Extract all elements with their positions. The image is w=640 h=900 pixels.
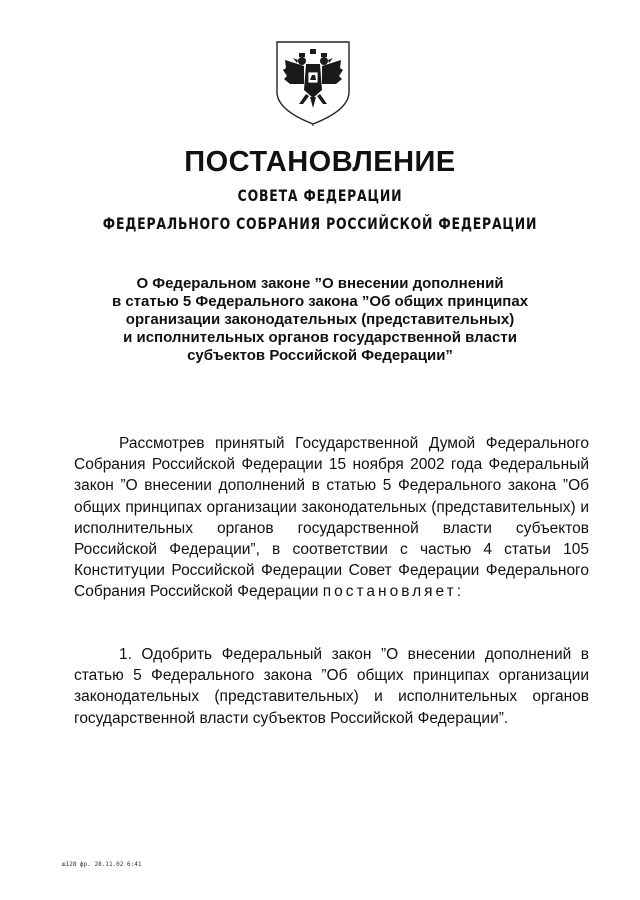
subject-line: субъектов Российской Федерации” xyxy=(187,347,453,364)
subject-line: и исполнительных органов государственной власти xyxy=(123,329,517,346)
operative-clause-1: 1. Одобрить Федеральный закон ”О внесении дополнений в статью 5 Федерального закона ”Об общих принципах организации законодательных (представительных) и исполнительных органов государственной власти субъектов Российской Федерации”. xyxy=(74,646,589,727)
subject-line: О Федеральном законе ”О внесении дополнений xyxy=(136,275,504,292)
issuing-body-line2: ФЕДЕРАЛЬНОГО СОБРАНИЯ РОССИЙСКОЙ ФЕДЕРАЦИИ xyxy=(102,214,538,233)
coat-of-arms-emblem xyxy=(273,40,353,126)
resolution-subject xyxy=(90,275,550,365)
footer-document-code: ш128 фр. 28.11.02 6:41 xyxy=(62,861,142,868)
preamble-paragraph xyxy=(74,433,589,603)
subject-line: организации законодательных (представительных) xyxy=(125,311,515,328)
issuing-body-line1: СОВЕТА ФЕДЕРАЦИИ xyxy=(237,186,403,205)
resolves-verb: постановляет: xyxy=(322,583,465,601)
document-title: ПОСТАНОВЛЕНИЕ xyxy=(184,146,456,178)
subject-line: в статью 5 Федерального закона ”Об общих принципах xyxy=(111,293,529,310)
preamble-text: Рассмотрев принятый Государственной Думой Федерального Собрания Российской Федерации 15 ноября 2002 года Федеральный закон ”О внесении дополнений в статью 5 Федерального закона ”Об общих принципах организации законодательных (представительных) и исполнительных органов государственной власти субъектов Российской Федерации”, в соответствии с частью 4 статьи 105 Конституции Российской Федерации Совет Федерации Федерального Собрания Российской Федерации xyxy=(74,435,589,601)
